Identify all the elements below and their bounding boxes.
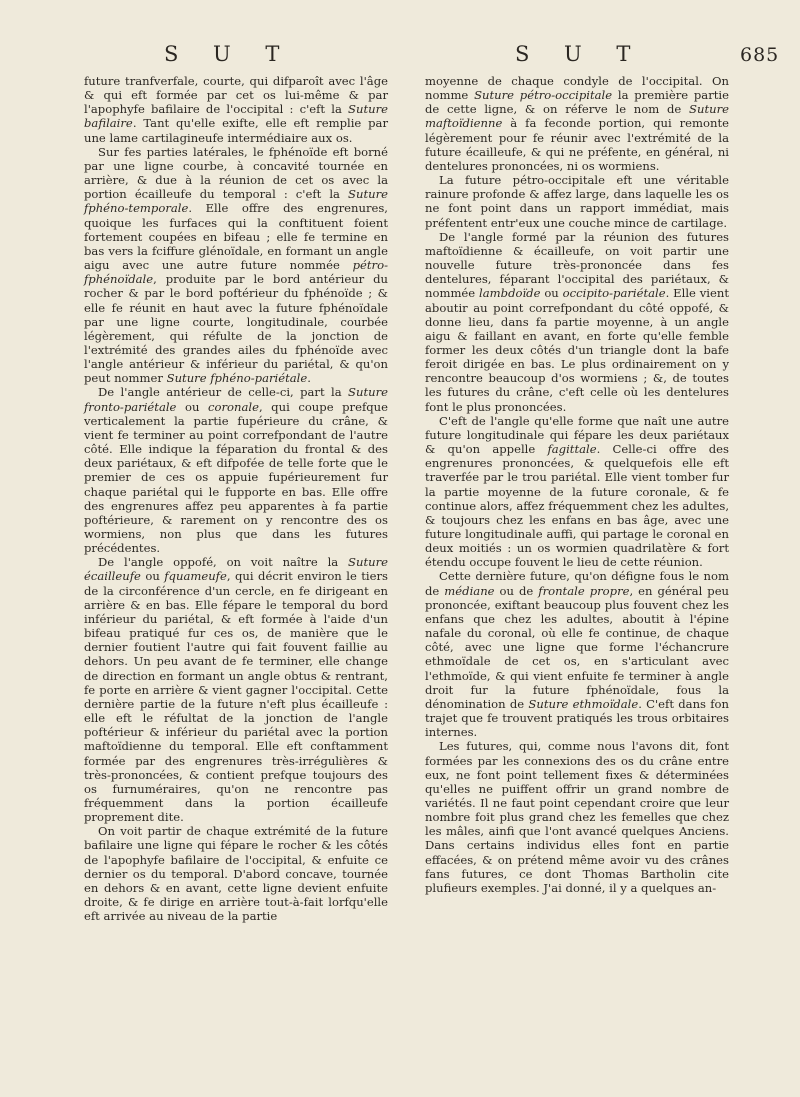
- italic-term: lambdoïde: [479, 286, 541, 301]
- text-run: De l'angle formé par la réunion des futures maftoïdienne & écailleufe, on voit partir une nouvelle future très-prononcée dans fes dentelures, féparant l'occipital des pariétaux, & nommée: [425, 229, 729, 301]
- right-running-head: S U T: [515, 42, 645, 66]
- italic-term: médiane: [444, 583, 495, 598]
- text-run: . Elle vient aboutir au point correfpondant du côté oppofé, & donne lieu, dans fa partie moyenne, à un angle aigu & faillant en avant, en forte qu'elle femble former les deux côtés d'un triangle dont la bafe feroit dirigée en bas. Le plus ordinairement on y rencontre beaucoup d'os wormiens ; &, de toutes les futures du crâne, c'eft celle où les dentelures font le plus prononcées.: [425, 286, 730, 414]
- text-run: , en général peu prononcée, exiftant beaucoup plus fouvent chez les enfans que chez les adultes, aboutit à l'épine nafale du coronal, où elle fe continue, de chaque côté, avec une ligne que forme l'échancrure ethmoïdale de cet os, en s'articulant avec l'ethmoïde, & qui vient enfuite fe terminer à angle droit fur la future fphénoïdale, fous la dénomination de: [425, 583, 730, 711]
- text-run: ou: [176, 399, 208, 414]
- text-run: Sur fes parties latérales, le fphénoïde eft borné par une ligne courbe, à concavité tournée en arrière, & due à la réunion de cet os avec la portion écailleufe du temporal : c'eft la: [84, 144, 388, 202]
- right-text-column: [425, 74, 729, 895]
- italic-term: Suture pétro-occipitale: [474, 88, 613, 103]
- paragraph: [84, 555, 388, 824]
- text-run: future tranfverfale, courte, qui difparoît avec l'âge & qui eft formée par cet os lui-même & par l'apophyfe bafilaire de l'occipital : c'eft la: [84, 74, 388, 117]
- italic-term: frontale propre: [538, 583, 630, 598]
- text-run: , produite par le bord antérieur du rocher & par le bord poftérieur du fphénoïde ; & elle fe réunit en haut avec la future fphénoïdale par une ligne courte, longitudinale, courbée légèrement, qui réfulte de la jonction de l'extrémité des grandes ailes du fphénoïde avec l'angle antérieur & inférieur du pariétal, & qu'on peut nommer: [84, 272, 388, 386]
- paragraph: [425, 739, 729, 895]
- italic-term: Suture fronto-pariétale: [84, 385, 388, 414]
- italic-term: fquameufe: [164, 569, 227, 584]
- paragraph: [425, 414, 729, 570]
- paragraph: [84, 145, 388, 386]
- paragraph: [84, 74, 388, 145]
- italic-term: Suture maftoïdienne: [425, 102, 729, 131]
- text-run: Les futures, qui, comme nous l'avons dit, font formées par les connexions des os du crâne entre eux, ne font point tellement fixes & déterminées qu'elles ne puiffent offrir un grand nombre de variétés. Il ne faut point cependant croire que leur nombre foit plus grand chez les femelles que chez les mâles, ainfi que l'ont avancé quelques Anciens. Dans certains individus elles font en partie effacées, & on prétend même avoir vu des crânes fans futures, ce dont Thomas Bartholin cite plufieurs exemples. J'ai donné, il y a quelques an-: [425, 739, 729, 895]
- text-run: , qui coupe prefque verticalement la partie fupérieure du crâne, & vient fe terminer au point correfpondant de l'autre côté. Elle indique la féparation du frontal & des deux pariétaux, & eft difpofée de telle forte que le premier de ces os appuie fupérieurement fur chaque pariétal qui le fupporte en bas. Elle offre des engrenures affez peu apparentes à fa partie poftérieure, & rarement on y rencontre des os wormiens, non plus que dans les futures précédentes.: [84, 399, 388, 556]
- text-run: De l'angle oppofé, on voit naître la: [98, 555, 349, 570]
- text-run: ou de: [494, 583, 539, 598]
- text-run: ou: [540, 286, 563, 301]
- text-run: La future pétro-occipitale eft une véritable rainure profonde & affez large, dans laquelle les os ne font point dans un rapport immédiat, mais préfentent entr'eux une couche mince de cartilage.: [425, 173, 729, 230]
- running-header: [0, 42, 800, 68]
- paragraph: [84, 385, 388, 555]
- paragraph: [425, 74, 729, 173]
- italic-term: Suture fphéno-temporale: [84, 187, 388, 216]
- paragraph: [84, 824, 388, 923]
- text-run: .: [307, 371, 311, 386]
- italic-term: fagittale: [547, 442, 597, 457]
- italic-term: Suture fphéno-pariétale: [166, 371, 308, 386]
- italic-term: pétro-fphénoïdale: [84, 258, 388, 287]
- paragraph: [425, 230, 729, 414]
- text-run: Cette dernière future, qu'on défigne fous le nom de: [425, 569, 729, 598]
- page-number: 685: [740, 44, 780, 66]
- italic-term: coronale: [207, 399, 259, 414]
- italic-term: occipito-pariétale: [562, 286, 666, 301]
- text-run: On voit partir de chaque extrémité de la future bafilaire une ligne qui fépare le rocher & les côtés de l'apophyfe bafilaire de l'occipital, & enfuite ce dernier os du temporal. D'abord concave, tournée en dehors & en avant, cette ligne devient enfuite droite, & fe dirige en arrière tout-à-fait lorfqu'elle eft arrivée au niveau de la partie: [84, 824, 388, 924]
- text-run: à fa feconde portion, qui remonte légèrement pour fe réunir avec l'extrémité de la future écailleufe, & qui ne préfente, en général, ni dentelures prononcées, ni os wormiens.: [425, 116, 729, 173]
- italic-term: Suture écailleufe: [84, 555, 388, 584]
- left-running-head: S U T: [164, 42, 294, 66]
- italic-term: Suture bafilaire: [84, 102, 388, 131]
- text-run: la première partie de cette ligne, & on réferve le nom de: [425, 88, 729, 117]
- paragraph: [425, 173, 729, 230]
- text-run: . Celle-ci offre des engrenures prononcées, & quelquefois elle eft traverfée par le trou pariétal. Elle vient tomber fur la partie moyenne de la future coronale, & fe continue alors, affez fréquemment chez les adultes, & toujours chez les enfans en bas âge, avec une future longitudinale auffi, qui partage le coronal en deux moitiés : un os wormien quadrilatère & fort étendu occupe fouvent le lieu de cette réunion.: [425, 442, 729, 570]
- text-run: . Elle offre des engrenures, quoique les furfaces qui la conftituent foient fortement coupées en bifeau ; elle fe termine en bas vers la fciffure glénoïdale, en formant un angle aigu avec une autre future nommée: [84, 201, 388, 273]
- paragraph: [425, 569, 729, 739]
- left-text-column: [84, 74, 388, 923]
- text-run: ou: [140, 569, 165, 584]
- text-run: moyenne de chaque condyle de l'occipital. On nomme: [425, 74, 729, 103]
- text-run: . C'eft dans fon trajet que fe trouvent pratiqués les trous orbitaires internes.: [425, 696, 729, 740]
- text-run: . Tant qu'elle exifte, elle eft remplie par une lame cartilagineufe intermédiaire aux os.: [84, 116, 388, 145]
- text-run: De l'angle antérieur de celle-ci, part la: [98, 385, 349, 400]
- text-run: , qui décrit environ le tiers de la circonférence d'un cercle, en fe dirigeant en arrière & en bas. Elle fépare le temporal du bord inférieur du pariétal, & eft formée à l'aide d'un bifeau pratiqué fur ces os, de manière que le dernier foutient l'autre qui fait fouvent faillie au dehors. Un peu avant de fe terminer, elle change de direction en formant un angle obtus & rentrant, fe porte en arrière & vient gagner l'occipital. Cette dernière partie de la future n'eft plus écailleufe : elle eft le réfultat de la jonction de l'angle poftérieur & inférieur du pariétal avec la portion maftoïdienne du temporal. Elle eft conftamment formée par des engrenures très-irrégulières & très-prononcées, & contient prefque toujours des os furnuméraires, qu'on ne rencontre pas fréquemment dans la portion écailleufe proprement dite.: [84, 569, 388, 825]
- italic-term: Suture ethmoïdale: [528, 696, 639, 711]
- text-run: C'eft de l'angle qu'elle forme que naît une autre future longitudinale qui fépare les deux pariétaux & qu'on appelle: [425, 413, 729, 457]
